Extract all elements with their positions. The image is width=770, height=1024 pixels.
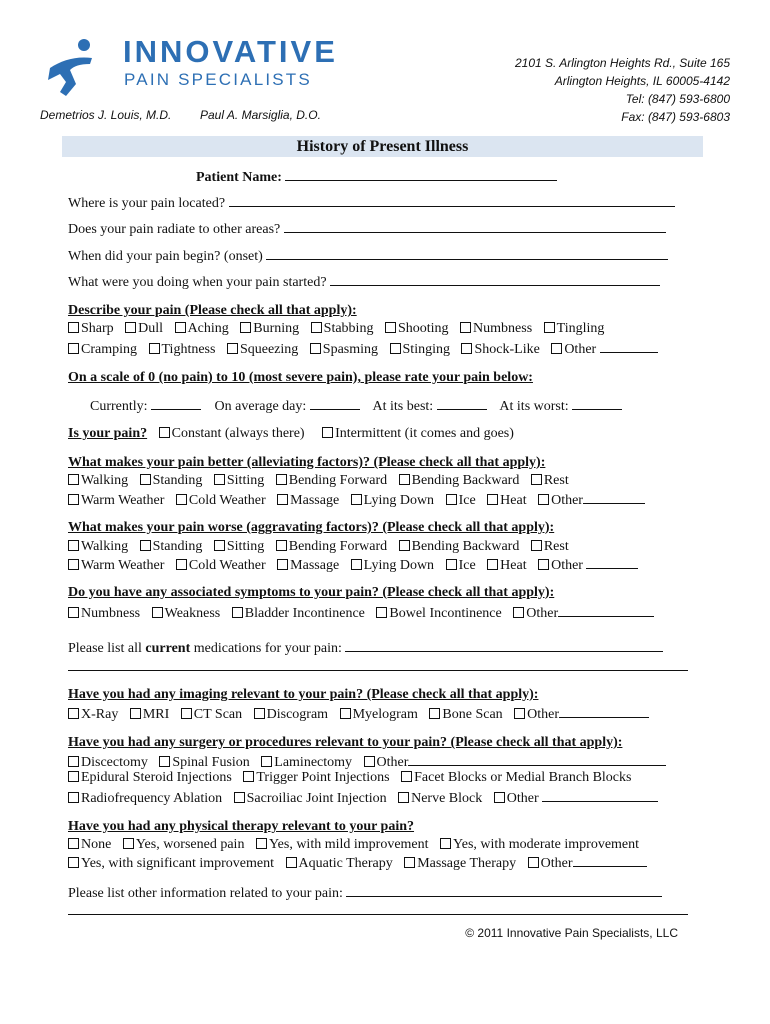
option-label: Heat [500,493,527,508]
option-label: Cold Weather [188,493,266,508]
other-field[interactable] [559,705,649,718]
phone: Tel: (847) 593-6800 [625,92,730,106]
checkbox[interactable] [446,559,457,570]
copyright: © 2011 Innovative Pain Specialists, LLC [465,926,678,940]
checkbox[interactable] [68,708,79,719]
worse-row-1 [68,539,577,555]
option-label: Lying Down [363,558,435,573]
checkbox[interactable] [544,322,555,333]
option-label: Other [526,606,559,621]
checkbox[interactable] [277,494,288,505]
option-label: Stinging [402,342,450,357]
option-label: Bending Forward [288,473,388,488]
checkbox[interactable] [159,427,170,438]
option-label: Sitting [226,539,265,554]
checkbox[interactable] [243,771,254,782]
option-label: Laminectomy [274,755,353,770]
other-field[interactable] [573,854,647,867]
checkbox[interactable] [130,708,141,719]
option-label: Yes, with significant improvement [81,856,275,871]
average-field[interactable] [310,397,360,410]
doing-row [68,273,660,291]
pt-row-1 [68,837,647,853]
option-label: Rest [543,539,569,554]
checkbox[interactable] [311,322,322,333]
checkbox[interactable] [68,756,79,767]
better-heading: What makes your pain better (alleviating factors)? (Please check all that apply): [68,455,546,470]
checkbox[interactable] [123,838,134,849]
option-label: Bending Forward [288,539,388,554]
checkbox[interactable] [513,607,524,618]
option-label: Trigger Point Injections [256,770,390,785]
scale-heading: On a scale of 0 (no pain) to 10 (most severe pain), please rate your pain below: [68,370,533,385]
option-label: Ice [458,558,476,573]
checkbox[interactable] [398,792,409,803]
option-label: CT Scan [193,707,243,722]
checkbox[interactable] [322,427,333,438]
checkbox[interactable] [261,756,272,767]
option-label: Tightness [161,342,216,357]
checkbox[interactable] [68,343,79,354]
option-label: Intermittent (it comes and goes) [335,426,514,441]
option-label: Walking [81,473,129,488]
checkbox[interactable] [175,322,186,333]
checkbox[interactable] [159,756,170,767]
checkbox[interactable] [494,792,505,803]
option-label: Other [551,558,583,573]
meds-row [68,639,663,657]
checkbox[interactable] [528,857,539,868]
patient-name-field[interactable] [285,168,557,181]
checkbox[interactable] [399,474,410,485]
option-label: Bowel Incontinence [389,606,502,621]
option-label: Other [376,755,409,770]
surgery-heading: Have you had any surgery or procedures relevant to your pain? (Please check all that apply): [68,735,623,750]
checkbox[interactable] [351,494,362,505]
option-label: Massage [290,493,340,508]
option-label: Yes, with mild improvement [268,837,429,852]
checkbox[interactable] [310,343,321,354]
option-label: Shooting [397,321,449,336]
checkbox[interactable] [401,771,412,782]
checkbox[interactable] [404,857,415,868]
option-label: Ice [458,493,476,508]
worst-field[interactable] [572,397,622,410]
symptoms-heading: Do you have any associated symptoms to your pain? (Please check all that apply): [68,585,555,600]
other-info-field[interactable] [346,884,662,897]
checkbox[interactable] [152,607,163,618]
pt-row-2 [68,854,655,872]
option-label: Squeezing [239,342,299,357]
checkbox[interactable] [376,607,387,618]
fax: Fax: (847) 593-6803 [621,110,730,124]
checkbox[interactable] [390,343,401,354]
checkbox[interactable] [234,792,245,803]
describe-row-2 [68,340,666,358]
checkbox[interactable] [68,559,79,570]
checkbox[interactable] [440,838,451,849]
describe-heading: Describe your pain (Please check all that apply): [68,303,357,318]
option-label: Numbness [473,321,533,336]
worse-heading: What makes your pain worse (aggravating factors)? (Please check all that apply): [68,520,555,535]
option-label: Radiofrequency Ablation [81,791,223,806]
describe-row-1 [68,321,612,337]
checkbox[interactable] [68,792,79,803]
surgery-row-1 [68,753,674,771]
option-label: Sacroiliac Joint Injection [246,791,387,806]
currently-label: Currently: [90,399,148,414]
checkbox[interactable] [276,474,287,485]
option-label: Aquatic Therapy [298,856,393,871]
option-label: Sitting [226,473,265,488]
checkbox[interactable] [176,494,187,505]
option-label: None [81,837,112,852]
option-label: Other [540,856,573,871]
checkbox[interactable] [68,771,79,782]
pain-type-label: Is your pain? [68,426,148,441]
option-label: Discogram [266,707,329,722]
option-label: Tingling [556,321,605,336]
other-field[interactable] [408,753,666,766]
option-label: Nerve Block [411,791,483,806]
checkbox[interactable] [538,559,549,570]
other-field[interactable] [542,789,658,802]
meds-field[interactable] [345,639,663,652]
address-line-2: Arlington Heights, IL 60005-4142 [554,74,730,88]
meds-field-line-2[interactable] [68,670,688,671]
pt-heading: Have you had any physical therapy relevant to your pain? [68,819,415,834]
doing-label: What were you doing when your pain started? [68,275,327,290]
checkbox[interactable] [446,494,457,505]
checkbox[interactable] [538,494,549,505]
other-field[interactable] [586,556,638,569]
checkbox[interactable] [214,474,225,485]
checkbox[interactable] [531,540,542,551]
option-label: Rest [543,473,569,488]
option-label: Other [527,707,560,722]
worst-label: At its worst: [499,399,569,414]
checkbox[interactable] [429,708,440,719]
checkbox[interactable] [385,322,396,333]
form-title: History of Present Illness [62,136,703,157]
option-label: Bending Backward [411,539,520,554]
checkbox[interactable] [149,343,160,354]
logo-figure-icon [46,38,96,100]
option-label: Facet Blocks or Medial Branch Blocks [414,770,632,785]
option-label: Sharp [81,321,114,336]
option-label: Massage Therapy [417,856,517,871]
checkbox[interactable] [176,559,187,570]
doing-field[interactable] [330,273,660,286]
checkbox[interactable] [340,708,351,719]
imaging-row [68,705,657,723]
option-label: Weakness [164,606,221,621]
option-label: Other [564,342,597,357]
imaging-heading: Have you had any imaging relevant to your pain? (Please check all that apply): [68,687,539,702]
address-line-1: 2101 S. Arlington Heights Rd., Suite 165 [514,56,730,70]
option-label: Walking [81,539,129,554]
option-label: Bladder Incontinence [244,606,365,621]
checkbox[interactable] [364,756,375,767]
checkbox[interactable] [68,857,79,868]
checkbox[interactable] [232,607,243,618]
meds-label: Please list all [68,641,146,656]
checkbox[interactable] [399,540,410,551]
option-label: Lying Down [363,493,435,508]
option-label: Warm Weather [81,558,165,573]
option-label: Massage [290,558,340,573]
checkbox[interactable] [460,322,471,333]
option-label: Warm Weather [81,493,165,508]
option-label: Cramping [81,342,137,357]
meds-label-end: medications for your pain: [190,641,342,656]
option-label: MRI [142,707,170,722]
option-label: Discectomy [81,755,148,770]
checkbox[interactable] [514,708,525,719]
address-block [515,54,730,126]
other-info-line-2[interactable] [68,914,688,915]
option-label: Spinal Fusion [172,755,250,770]
option-label: Bending Backward [411,473,520,488]
option-label: Heat [500,558,527,573]
pain-type-row [68,426,514,442]
option-label: Spasming [322,342,379,357]
patient-name-row [196,168,557,186]
option-label: Shock-Like [474,342,540,357]
option-label: Standing [152,539,203,554]
onset-label: When did your pain begin? (onset) [68,249,263,264]
option-label: Constant (always there) [171,426,305,441]
option-label: Numbness [81,606,141,621]
best-label: At its best: [372,399,434,414]
checkbox[interactable] [531,474,542,485]
option-label: Other [506,791,539,806]
option-label: X-Ray [81,707,119,722]
checkbox[interactable] [68,494,79,505]
worse-row-2 [68,556,646,574]
other-field[interactable] [583,491,645,504]
doctor-2: Paul A. Marsiglia, D.O. [200,108,321,122]
option-label: Yes, worsened pain [135,837,245,852]
onset-field[interactable] [266,247,668,260]
other-field[interactable] [558,604,654,617]
surgery-row-2 [68,770,639,786]
option-label: Stabbing [323,321,374,336]
radiate-label: Does your pain radiate to other areas? [68,222,281,237]
checkbox[interactable] [140,474,151,485]
better-row-2 [68,491,653,509]
option-label: Bone Scan [442,707,503,722]
best-field[interactable] [437,397,487,410]
doctor-1: Demetrios J. Louis, M.D. [40,108,172,122]
checkbox[interactable] [125,322,136,333]
location-field[interactable] [229,194,675,207]
checkbox[interactable] [68,607,79,618]
brand-name: INNOVATIVE [123,34,338,69]
checkbox[interactable] [487,494,498,505]
patient-name-label: Patient Name: [196,170,282,185]
checkbox[interactable] [227,343,238,354]
checkbox[interactable] [68,540,79,551]
option-label: Burning [253,321,300,336]
option-label: Epidural Steroid Injections [81,770,232,785]
other-field[interactable] [600,340,658,353]
option-label: Other [551,493,583,508]
other-info-label: Please list other information related to your pain: [68,886,343,901]
checkbox[interactable] [214,540,225,551]
option-label: Aching [187,321,229,336]
radiate-field[interactable] [284,220,666,233]
other-info-row [68,884,662,902]
checkbox[interactable] [487,559,498,570]
checkbox[interactable] [551,343,562,354]
checkbox[interactable] [181,708,192,719]
checkbox[interactable] [286,857,297,868]
checkbox[interactable] [256,838,267,849]
checkbox[interactable] [461,343,472,354]
option-label: Dull [138,321,164,336]
option-label: Standing [152,473,203,488]
better-row-1 [68,473,577,489]
option-label: Myelogram [352,707,418,722]
radiate-row [68,220,666,238]
symptoms-row [68,604,662,622]
location-row [68,194,675,212]
scale-row [90,397,622,415]
checkbox[interactable] [351,559,362,570]
checkbox[interactable] [140,540,151,551]
meds-label-bold: current [145,641,191,656]
checkbox[interactable] [254,708,265,719]
checkbox[interactable] [240,322,251,333]
option-label: Yes, with moderate improvement [453,837,640,852]
checkbox[interactable] [277,559,288,570]
onset-row [68,247,668,265]
checkbox[interactable] [68,474,79,485]
checkbox[interactable] [276,540,287,551]
option-label: Cold Weather [188,558,266,573]
checkbox[interactable] [68,838,79,849]
surgery-row-3 [68,789,666,807]
location-label: Where is your pain located? [68,196,226,211]
average-label: On average day: [214,399,307,414]
brand-subtitle: PAIN SPECIALISTS [124,70,312,89]
checkbox[interactable] [68,322,79,333]
currently-field[interactable] [151,397,201,410]
